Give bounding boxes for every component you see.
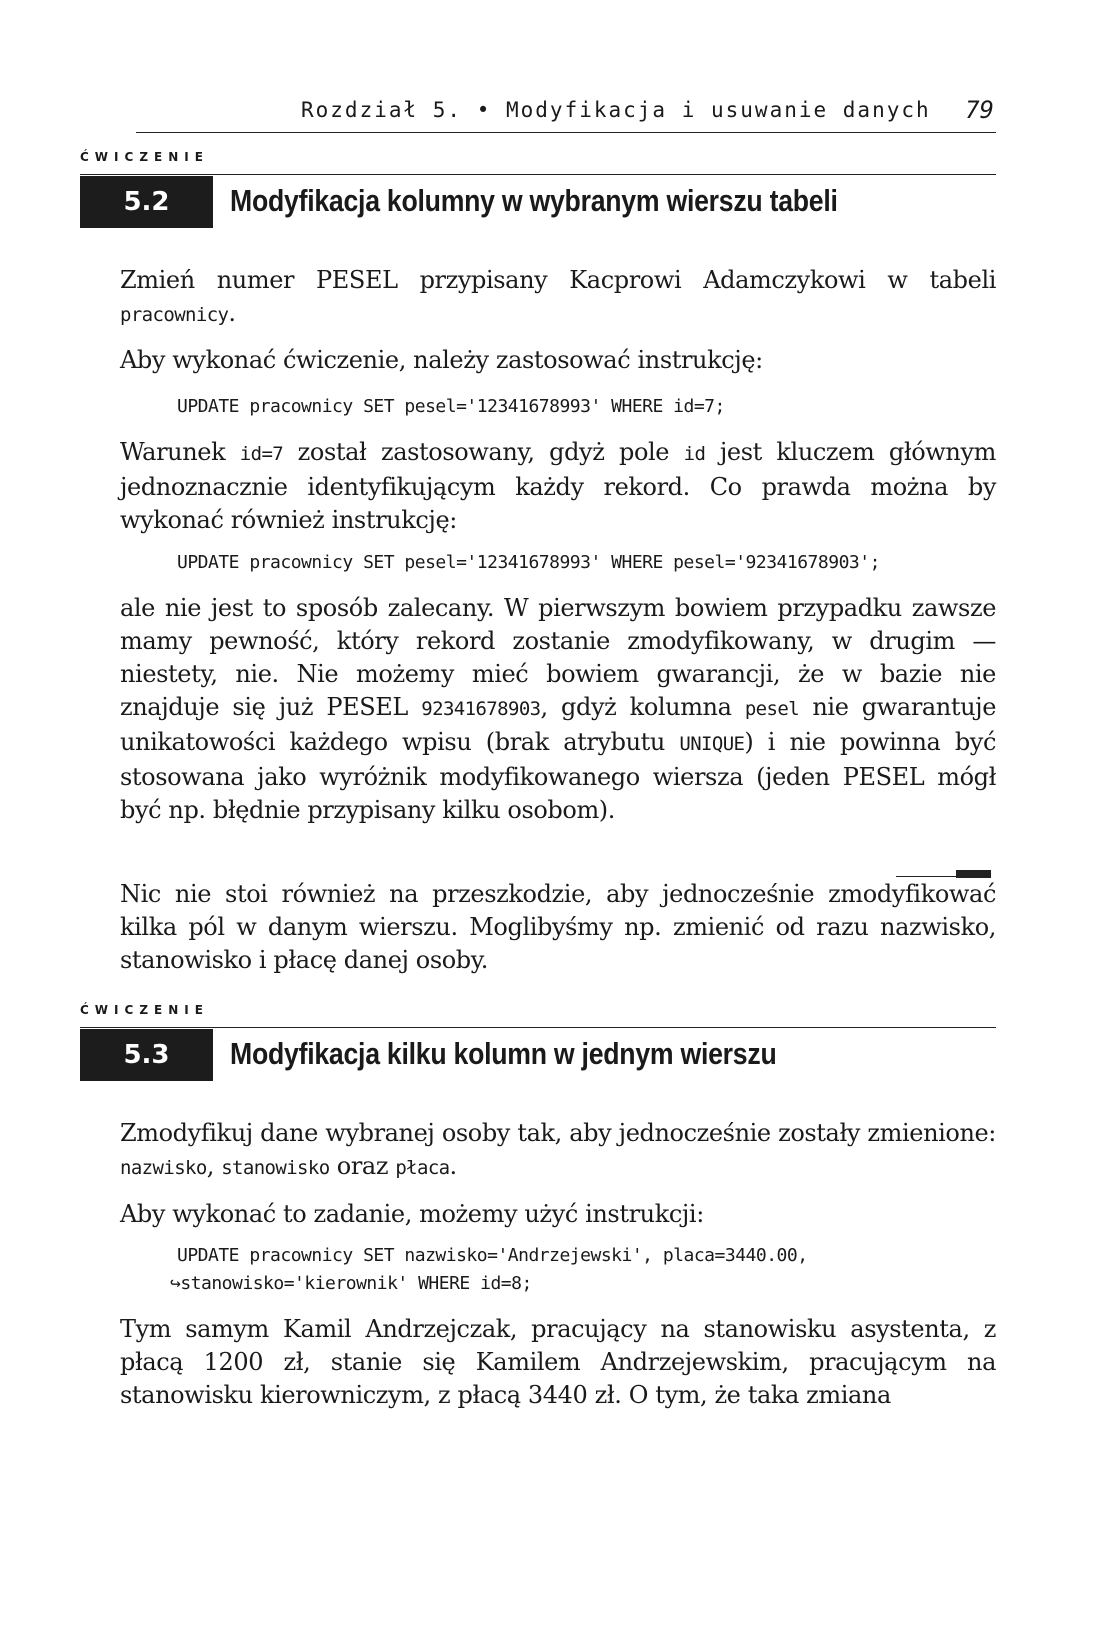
- code-listing-1: UPDATE pracownicy SET pesel='12341678993' WHERE id=7;: [177, 396, 725, 417]
- end-mark-block: [956, 870, 991, 878]
- text-run: , gdyż kolumna: [540, 693, 745, 721]
- task-code: pracownicy: [120, 304, 229, 326]
- text-run: został zastosowany, gdyż pole: [283, 438, 684, 466]
- text-run: Warunek: [120, 438, 240, 466]
- task-text: Zmień numer PESEL przypisany Kacprowi Adamczykowi w tabeli: [120, 266, 996, 294]
- instruction-intro: Aby wykonać to zadanie, możemy użyć instrukcji:: [120, 1200, 704, 1228]
- inline-code: UNIQUE: [679, 733, 745, 755]
- paragraph-explanation: [120, 436, 996, 537]
- inline-code: id=7: [239, 443, 284, 465]
- exercise-rule: [80, 1027, 996, 1028]
- code-listing-2: UPDATE pracownicy SET pesel='12341678993' WHERE pesel='92341678903';: [177, 552, 880, 573]
- text-run: ,: [206, 1152, 222, 1180]
- code-listing-3-line-2: ↪stanowisko='kierownik' WHERE id=8;: [170, 1273, 532, 1294]
- exercise-rule: [80, 174, 996, 175]
- text-run: oraz: [329, 1152, 396, 1180]
- exercise-task: [120, 264, 996, 332]
- instruction-intro: Aby wykonać ćwiczenie, należy zastosować instrukcję:: [120, 346, 763, 374]
- paragraph-result: Tym samym Kamil Andrzejczak, pracujący na stanowisku asystenta, z płacą 1200 zł, stanie się Kamilem Andrzejewskim, pracującym na stanowisku kierowniczym, z płacą 3440 zł. O tym, że taka zmiana: [120, 1315, 996, 1409]
- exercise-title: Modyfikacja kolumny w wybranym wierszu tabeli: [230, 183, 838, 218]
- text-run: ) i nie powinna być stosowana jako wyróżnik modyfikowanego wiersza (jeden PESEL mógł być np. błędnie przypisany kilku osobom).: [120, 728, 996, 824]
- running-title: Rozdział 5. • Modyfikacja i usuwanie danych: [301, 98, 931, 122]
- end-mark-line: [896, 876, 956, 877]
- exercise-label: ĆWICZENIE: [80, 1003, 209, 1017]
- exercise-number-box: 5.3: [80, 1029, 213, 1081]
- text-run: .: [449, 1152, 457, 1180]
- text-run: Zmodyfikuj dane wybranej osoby tak, aby jednocześnie zostały zmienione:: [120, 1119, 996, 1147]
- task-end: .: [228, 299, 236, 327]
- running-header: [136, 96, 996, 133]
- inline-code: id: [683, 443, 706, 465]
- paragraph-transition: Nic nie stoi również na przeszkodzie, aby jednocześnie zmodyfikować kilka pól w danym wierszu. Moglibyśmy np. zmienić od razu nazwisko, stanowisko i płacę danej osoby.: [120, 880, 996, 974]
- text-run: nie gwarantuje unikatowości każdego wpisu (brak atrybutu: [120, 693, 996, 756]
- text-run: ale nie jest to sposób zalecany. W pierwszym bowiem przypadku zawsze mamy pewność, który rekord zostanie zmodyfikowany, w drugim — niestety, nie. Nie możemy mieć bowiem gwarancji, że w bazie nie znajduje się już PESEL: [120, 594, 996, 721]
- inline-code: pesel: [744, 698, 800, 720]
- page-number: 79: [965, 96, 994, 124]
- inline-code: 92341678903: [421, 698, 541, 720]
- inline-code: płaca: [395, 1157, 450, 1179]
- exercise-end-mark: [896, 870, 991, 878]
- code-listing-3-line-1: UPDATE pracownicy SET nazwisko='Andrzejewski', placa=3440.00,: [177, 1245, 808, 1266]
- exercise-number-box: 5.2: [80, 176, 213, 228]
- exercise-task: [120, 1117, 996, 1185]
- paragraph-warning: [120, 592, 996, 827]
- exercise-label: ĆWICZENIE: [80, 150, 209, 164]
- exercise-title: Modyfikacja kilku kolumn w jednym wierszu: [230, 1036, 777, 1071]
- text-run: jest kluczem głównym jednoznacznie identyfikującym każdy rekord. Co prawda można by wykonać również instrukcję:: [120, 438, 996, 534]
- inline-code: stanowisko: [221, 1157, 330, 1179]
- inline-code: nazwisko: [120, 1157, 207, 1179]
